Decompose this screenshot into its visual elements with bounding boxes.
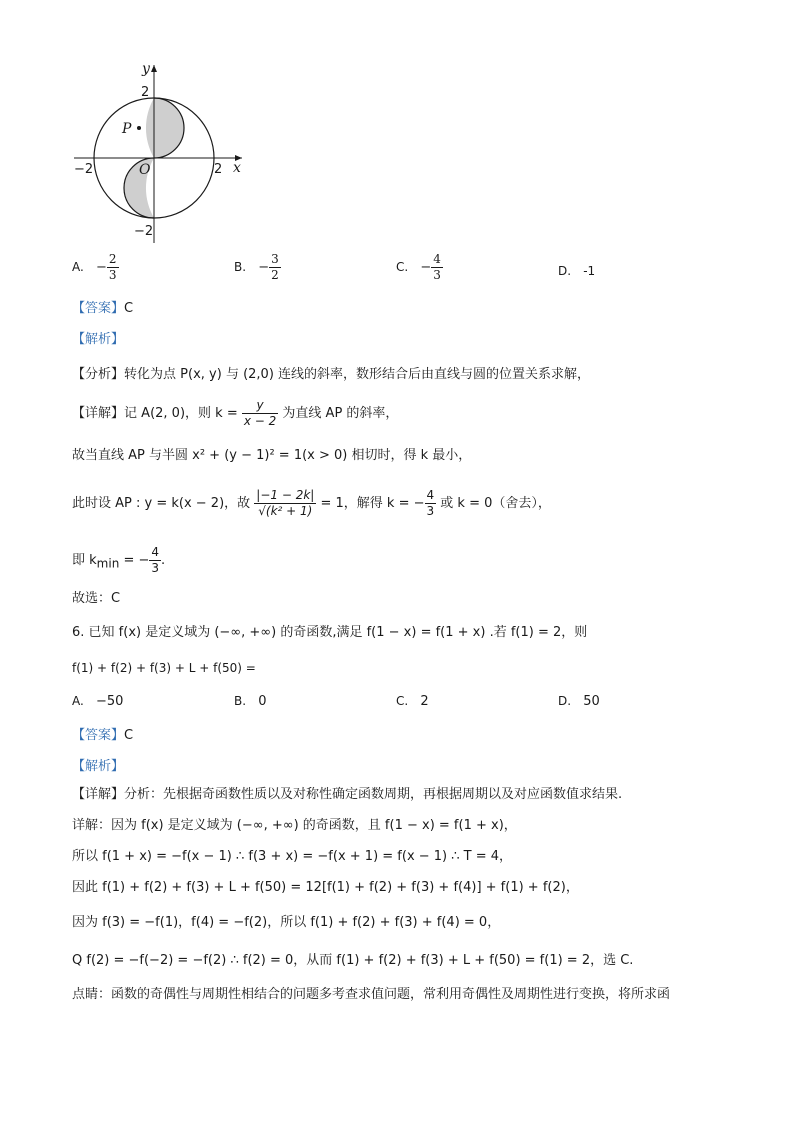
point-p-dot: [137, 126, 141, 130]
option-text: 2: [420, 694, 429, 709]
detail-line4-a: 即 k: [72, 553, 97, 568]
q5-fenxi: 【分析】转化为点 P(x, y) 与 (2,0) 连线的斜率，数形结合后由直线与圆的位置关系求解，: [72, 367, 591, 382]
q6-line1: [72, 817, 517, 835]
q6-stem-a: 6. 已知 f(x) 是定义域为 (−∞, +∞) 的奇函数,满足 f(1 − x) = f(1 + x) .若 f(1) = 2，则: [72, 625, 588, 640]
q6-line6: [72, 986, 670, 1004]
q6-line3: [72, 879, 579, 897]
option-letter: A.: [72, 260, 84, 274]
analysis-label: 解析: [85, 759, 112, 774]
fraction-denominator: 2: [271, 268, 279, 282]
q6-line3-text: 因此 f(1) + f(2) + f(3) + L + f(50) = 12[f(1) + f(2) + f(3) + f(4)] + f(1) + f(2)，: [72, 880, 579, 895]
detail-line4-c: .: [161, 553, 166, 568]
option-text: 50: [583, 694, 600, 709]
q6-line6-text: 点睛：函数的奇偶性与周期性相结合的问题多考查求值问题，常利用奇偶性及周期性进行变换，将所求函: [72, 987, 671, 1002]
fraction-numerator: 2: [108, 252, 117, 266]
q6-option-a: [72, 692, 123, 711]
q5-option-d: [558, 262, 595, 281]
q5-answer: 【答案】C: [72, 301, 134, 316]
fraction-numerator: y: [242, 398, 278, 414]
y-axis-label: y: [142, 61, 150, 77]
tick-right: 2: [214, 162, 223, 177]
detail-line3-a: 此时设 AP : y = k(x − 2)，故: [72, 496, 251, 511]
fraction-denominator: √(k² + 1): [258, 504, 313, 518]
fraction-numerator: 4: [151, 545, 160, 559]
option-letter: C.: [396, 260, 409, 274]
kmin-fraction: [149, 545, 161, 576]
q6-stem-b: f(1) + f(2) + f(3) + L + f(50) =: [72, 661, 256, 675]
origin-label: O: [139, 162, 151, 178]
option-letter: D.: [558, 694, 572, 708]
q5-detail-line3: [72, 488, 551, 519]
q5-detail-line1: 【详解】记 A(2, 0)，则 k = $\frac{y}{x - 2}$ 为直线 AP 的斜率，: [72, 398, 399, 428]
q6-line4-text: 因为 f(3) = −f(1)，f(4) = −f(2)，所以 f(1) + f(2) + f(3) + f(4) = 0，: [72, 915, 501, 930]
option-letter: B.: [234, 694, 247, 708]
detail-line2-text: 故当直线 AP 与半圆 x² + (y − 1)² = 1(x > 0) 相切时，得 k 最小，: [72, 448, 472, 463]
option-fraction: [431, 252, 443, 283]
fraction-denominator: 3: [108, 268, 117, 282]
detail-text-a: 记 A(2, 0)，则 k =: [124, 406, 238, 421]
detail-line3-b: = 1，解得 k = −: [320, 496, 425, 511]
tick-top: 2: [141, 85, 150, 100]
q5-analysis-heading: 【解析】: [72, 332, 125, 347]
detail-text: 分析：先根据奇函数性质以及对称性确定函数周期，再根据周期以及对应函数值求结果.: [124, 787, 623, 802]
q5-detail-line4: [72, 545, 165, 576]
fraction-denominator: 3: [433, 268, 441, 282]
answer-value: C: [124, 728, 134, 743]
detail-text-b: 为直线 AP 的斜率，: [282, 406, 399, 421]
yin-yang-figure: [60, 55, 260, 250]
q6-stem-line2: [72, 659, 256, 677]
detail-line3-c: 或 k = 0（舍去），: [440, 496, 551, 511]
fraction-denominator: x − 2: [243, 414, 277, 428]
q6-line1-text: 详解：因为 f(x) 是定义域为 (−∞, +∞) 的奇函数，且 f(1 − x) = f(1 + x)，: [72, 818, 517, 833]
q6-line2-text: 所以 f(1 + x) = −f(x − 1) ∴ f(3 + x) = −f(x + 1) = f(x − 1) ∴ T = 4，: [72, 849, 513, 864]
fraction-numerator: 4: [426, 488, 435, 502]
k-fraction: [425, 488, 437, 519]
q6-line5-text: Q f(2) = −f(−2) = −f(2) ∴ f(2) = 0，从而 f(1) + f(2) + f(3) + L + f(50) = f(1) = 2，选 C.: [72, 953, 634, 968]
option-sign: −: [258, 260, 270, 275]
tick-bottom: −2: [134, 224, 154, 239]
q6-stem-line1: [72, 624, 587, 642]
option-text: −50: [95, 694, 124, 709]
fraction-denominator: 3: [151, 561, 160, 575]
answer-label: 答案: [85, 301, 112, 316]
fraction-numerator: |−1 − 2k|: [256, 488, 315, 502]
q6-option-c: [396, 692, 429, 711]
q6-detail: 【详解】分析：先根据奇函数性质以及对称性确定函数周期，再根据周期以及对应函数值求结果.: [72, 787, 623, 802]
fraction-numerator: 3: [271, 252, 279, 266]
point-p-label: P: [122, 121, 132, 137]
y-axis-arrow: [151, 65, 157, 72]
tick-left: −2: [74, 162, 94, 177]
q6-answer: 【答案】C: [72, 728, 134, 743]
fraction-denominator: 3: [426, 504, 435, 518]
q5-detail-line2: [72, 447, 471, 465]
option-fraction: [107, 252, 119, 283]
fenxi-text: 转化为点 P(x, y) 与 (2,0) 连线的斜率，数形结合后由直线与圆的位置关系求解，: [124, 367, 591, 382]
option-letter: D.: [558, 264, 572, 278]
option-sign: −: [420, 260, 432, 275]
answer-value: C: [124, 301, 134, 316]
choose-text: 故选：C: [72, 591, 121, 606]
q6-line4: [72, 914, 500, 932]
q5-option-b: [234, 252, 281, 283]
q6-option-d: [558, 692, 600, 711]
fenxi-label: 分析: [85, 367, 112, 382]
analysis-label: 解析: [85, 332, 112, 347]
q5-option-a: [72, 252, 119, 283]
option-fraction: [269, 252, 281, 283]
slope-fraction: [242, 398, 278, 429]
detail-line4-sub: min: [96, 556, 120, 571]
q6-line5: [72, 952, 633, 970]
q6-analysis-heading: 【解析】: [72, 759, 125, 774]
option-letter: C.: [396, 694, 409, 708]
q5-option-c: [396, 252, 443, 283]
q5-choose: [72, 590, 120, 608]
option-text: -1: [583, 264, 596, 278]
distance-fraction: [254, 488, 316, 519]
x-axis-label: x: [233, 160, 241, 176]
detail-label: 详解: [85, 787, 112, 802]
option-text: 0: [258, 694, 267, 709]
q6-option-b: [234, 692, 266, 711]
detail-label: 详解: [85, 406, 112, 421]
answer-label: 答案: [85, 728, 112, 743]
detail-line4-b: = −: [123, 553, 150, 568]
q6-line2: [72, 848, 512, 866]
option-sign: −: [95, 260, 107, 275]
option-letter: B.: [234, 260, 247, 274]
option-letter: A.: [72, 694, 84, 708]
fraction-numerator: 4: [433, 252, 441, 266]
